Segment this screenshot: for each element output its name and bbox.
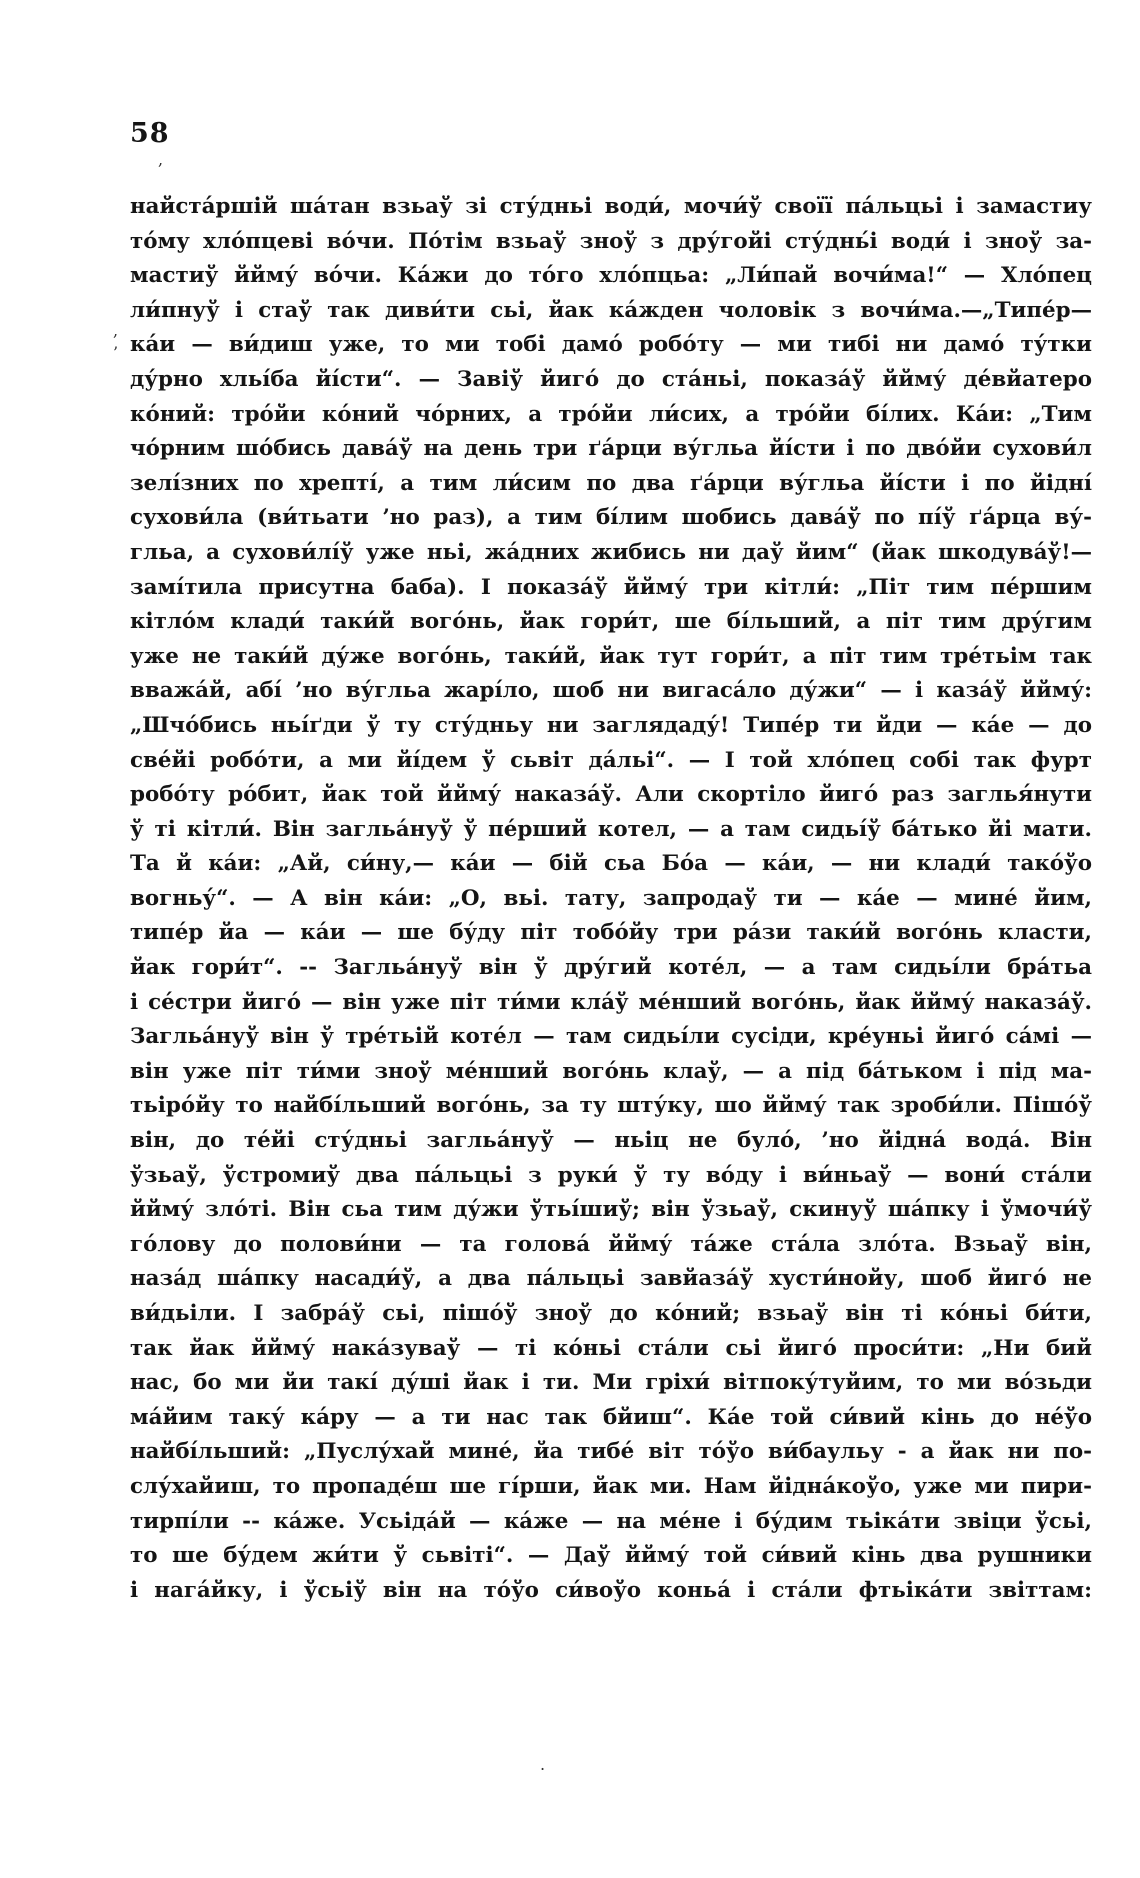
- margin-ink-mark: ’: [113, 343, 119, 362]
- text-line: зелі́зних по хрепті́, а тим ли́сим по два ґа́рци ву́гльа йі́сти і по йідні́: [130, 470, 1092, 496]
- text-line: ли́пнуў і стаў так диви́ти сьі, йак ка́жден чоловік з вочи́ма.—„Типе́р—: [130, 297, 1092, 323]
- stray-ink-mark: ,: [158, 150, 164, 169]
- text-line: і се́стри йиго́ — він уже піт ти́ми кла́ў ме́нший вого́нь, йак ййму́ наказа́ў.: [130, 989, 1092, 1015]
- text-line: йак гори́т“. -- Загльа́нуў він ў дру́гий коте́л, — а там сидьі́ли бра́тьа: [130, 955, 1092, 981]
- stray-ink-mark: .: [540, 1755, 546, 1774]
- margin-ink-mark: ,: [113, 321, 119, 340]
- text-line: ў ті кітли́. Він загльа́нуў ў пе́рший котел, — а там сидьі́ў ба́тько йі мати.: [130, 816, 1092, 842]
- text-line: вогньу́“. — А він ка́и: „О, вьі. тату, запродаў ти — ка́е — мине́ йим,: [130, 885, 1092, 911]
- text-line: найбі́льший: „Пуслу́хай мине́, йа тибе́ віт то́ўо ви́баульу - а йак ни по-: [130, 1439, 1092, 1465]
- text-line: робо́ту ро́бит, йак той ййму́ наказа́ў. Али скортіло йиго́ раз заглья́нути: [130, 782, 1092, 808]
- text-line: і нага́йку, і ўсьіў він на то́ўо си́воўо коньа́ і ста́ли фтьіка́ти звіттам:: [130, 1577, 1092, 1603]
- text-line: найста́ршій ша́тан взьаў зі сту́дньі води́, мочи́ў своїї па́льцьі і замастиу: [130, 194, 1092, 219]
- text-line: уже не таки́й ду́же вого́нь, таки́й, йак тут гори́т, а піт тим тре́тьім так: [130, 643, 1092, 669]
- text-line: ййму́ зло́ті. Він сьа тим ду́жи ўтьі́шиў; він ўзьаў, скинуў ша́пку і ўмочи́ў: [130, 1197, 1092, 1223]
- text-line: Та й ка́и: „Ай, си́ну,— ка́и — бій сьа Бо́а — ка́и, — ни клади́ тако́ўо: [130, 851, 1092, 877]
- text-line: вважа́й, абі́ ’но ву́гльа жарі́ло, шоб ни вигаса́ло ду́жи“ — і каза́ў ййму́:: [130, 678, 1092, 704]
- text-line: ка́и — ви́диш уже, то ми тобі дамо́ робо́ту — ми тибі ни дамо́ ту́тки: [130, 332, 1092, 358]
- text-line: тьіро́йу то найбі́льший вого́нь, за ту шту́ку, шо ййму́ так зроби́ли. Пішо́ў: [130, 1093, 1092, 1119]
- text-line: „Шчо́бись ньі́ґди ў ту сту́дньу ни заглядаду́! Типе́р ти йди — ка́е — до: [130, 712, 1092, 738]
- main-text: [130, 190, 1092, 1608]
- text-line: ви́дьіли. І забра́ў сьі, пішо́ў зноў до ко́ний; взьаў він ті ко́ньі би́ти,: [130, 1301, 1092, 1326]
- text-line: Загльа́нуў він ў тре́тьій коте́л — там сидьі́ли сусіди, крéуньі йиго́ са́мі —: [130, 1024, 1092, 1050]
- text-line: кітло́м клади́ таки́й вого́нь, йак гори́т, ше бі́льший, а піт тим дру́гим: [130, 609, 1092, 635]
- text-line: типе́р йа — ка́и — ше бу́ду піт тобо́йу три ра́зи таки́й вого́нь класти,: [130, 920, 1092, 946]
- text-line: слу́хайиш, то пропаде́ш ше гі́рши, йак ми. Нам йідна́коўо, уже ми пири-: [130, 1473, 1092, 1499]
- text-line: ко́ний: тро́йи ко́ний чо́рних, а тро́йи ли́сих, а тро́йи бі́лих. Ка́и: „Тим: [130, 401, 1092, 427]
- text-line: нас, бо ми йи такі́ ду́ші йак і ти. Ми гріхи́ вітпоку́туйим, то ми во́зьди: [130, 1370, 1092, 1396]
- text-line: све́йі робо́ти, а ми йі́дем ў сьвіт да́льі“. — І той хло́пец собі так фурт: [130, 747, 1092, 773]
- text-line: то ше бу́дем жи́ти ў сьвіті“. — Даў ййму́ той си́вий кінь два рушники: [130, 1543, 1092, 1569]
- text-line: ма́йим таку́ ка́ру — а ти нас так бйиш“. Ка́е той си́вий кінь до не́ўо: [130, 1404, 1092, 1430]
- text-line: сухови́ла (ви́тьати ’но раз), а тим бі́лим шобись дава́ў по пі́ў ґа́рца ву́-: [130, 505, 1092, 531]
- text-line: так йак ййму́ нака́зуваў — ті ко́ньі ста́ли сьі йиго́ проси́ти: „Ни бий: [130, 1335, 1092, 1361]
- text-line: тирпі́ли -- ка́же. Усьіда́й — ка́же — на ме́не і бу́дим тьіка́ти звіци ўсьі,: [130, 1508, 1092, 1534]
- text-line: наза́д ша́пку насади́ў, а два па́льцьі завйаза́ў хусти́нойу, шоб йиго́ не: [130, 1266, 1092, 1292]
- text-line: то́му хло́пцеві во́чи. По́тім взьаў зноў з дру́гойі сту́днь́і води́ і зноў за-: [130, 228, 1092, 254]
- text-line: го́лову до полови́ни — та голова́ ййму́ та́же ста́ла зло́та. Взьаў він,: [130, 1231, 1092, 1257]
- text-line: чо́рним шо́бись дава́ў на день три ґа́рци ву́гльа йі́сти і по дво́йи сухови́л: [130, 436, 1092, 462]
- text-line: він уже піт ти́ми зноў ме́нший вого́нь клаў, — а під ба́тьком і під ма-: [130, 1058, 1092, 1084]
- page-number: 58: [130, 118, 170, 149]
- text-line: ўзьаў, ўстромиў два па́льцьі з руки́ ў ту во́ду і ви́ньаў — вони́ ста́ли: [130, 1162, 1092, 1188]
- text-line: він, до те́йі сту́дньі загльа́нуў — ньіц не було́, ’но йідна́ вода́. Він: [130, 1128, 1092, 1154]
- text-line: замі́тила присутна баба). І показа́ў ййму́ три кітли́: „Піт тим пе́ршим: [130, 574, 1092, 600]
- text-line: гльа, а сухови́лі́ў уже ньі, жа́дних жибись ни даў йим“ (йак шкодува́ў!—: [130, 539, 1092, 565]
- text-line: мастиў ййму́ во́чи. Ка́жи до то́го хло́пцьа: „Ли́пай вочи́ма!“ — Хло́пец: [130, 263, 1092, 289]
- text-line: ду́рно хльі́ба йі́сти“. — Завіў йиго́ до ста́ньі, показа́ў ййму́ де́вйатеро: [130, 366, 1092, 392]
